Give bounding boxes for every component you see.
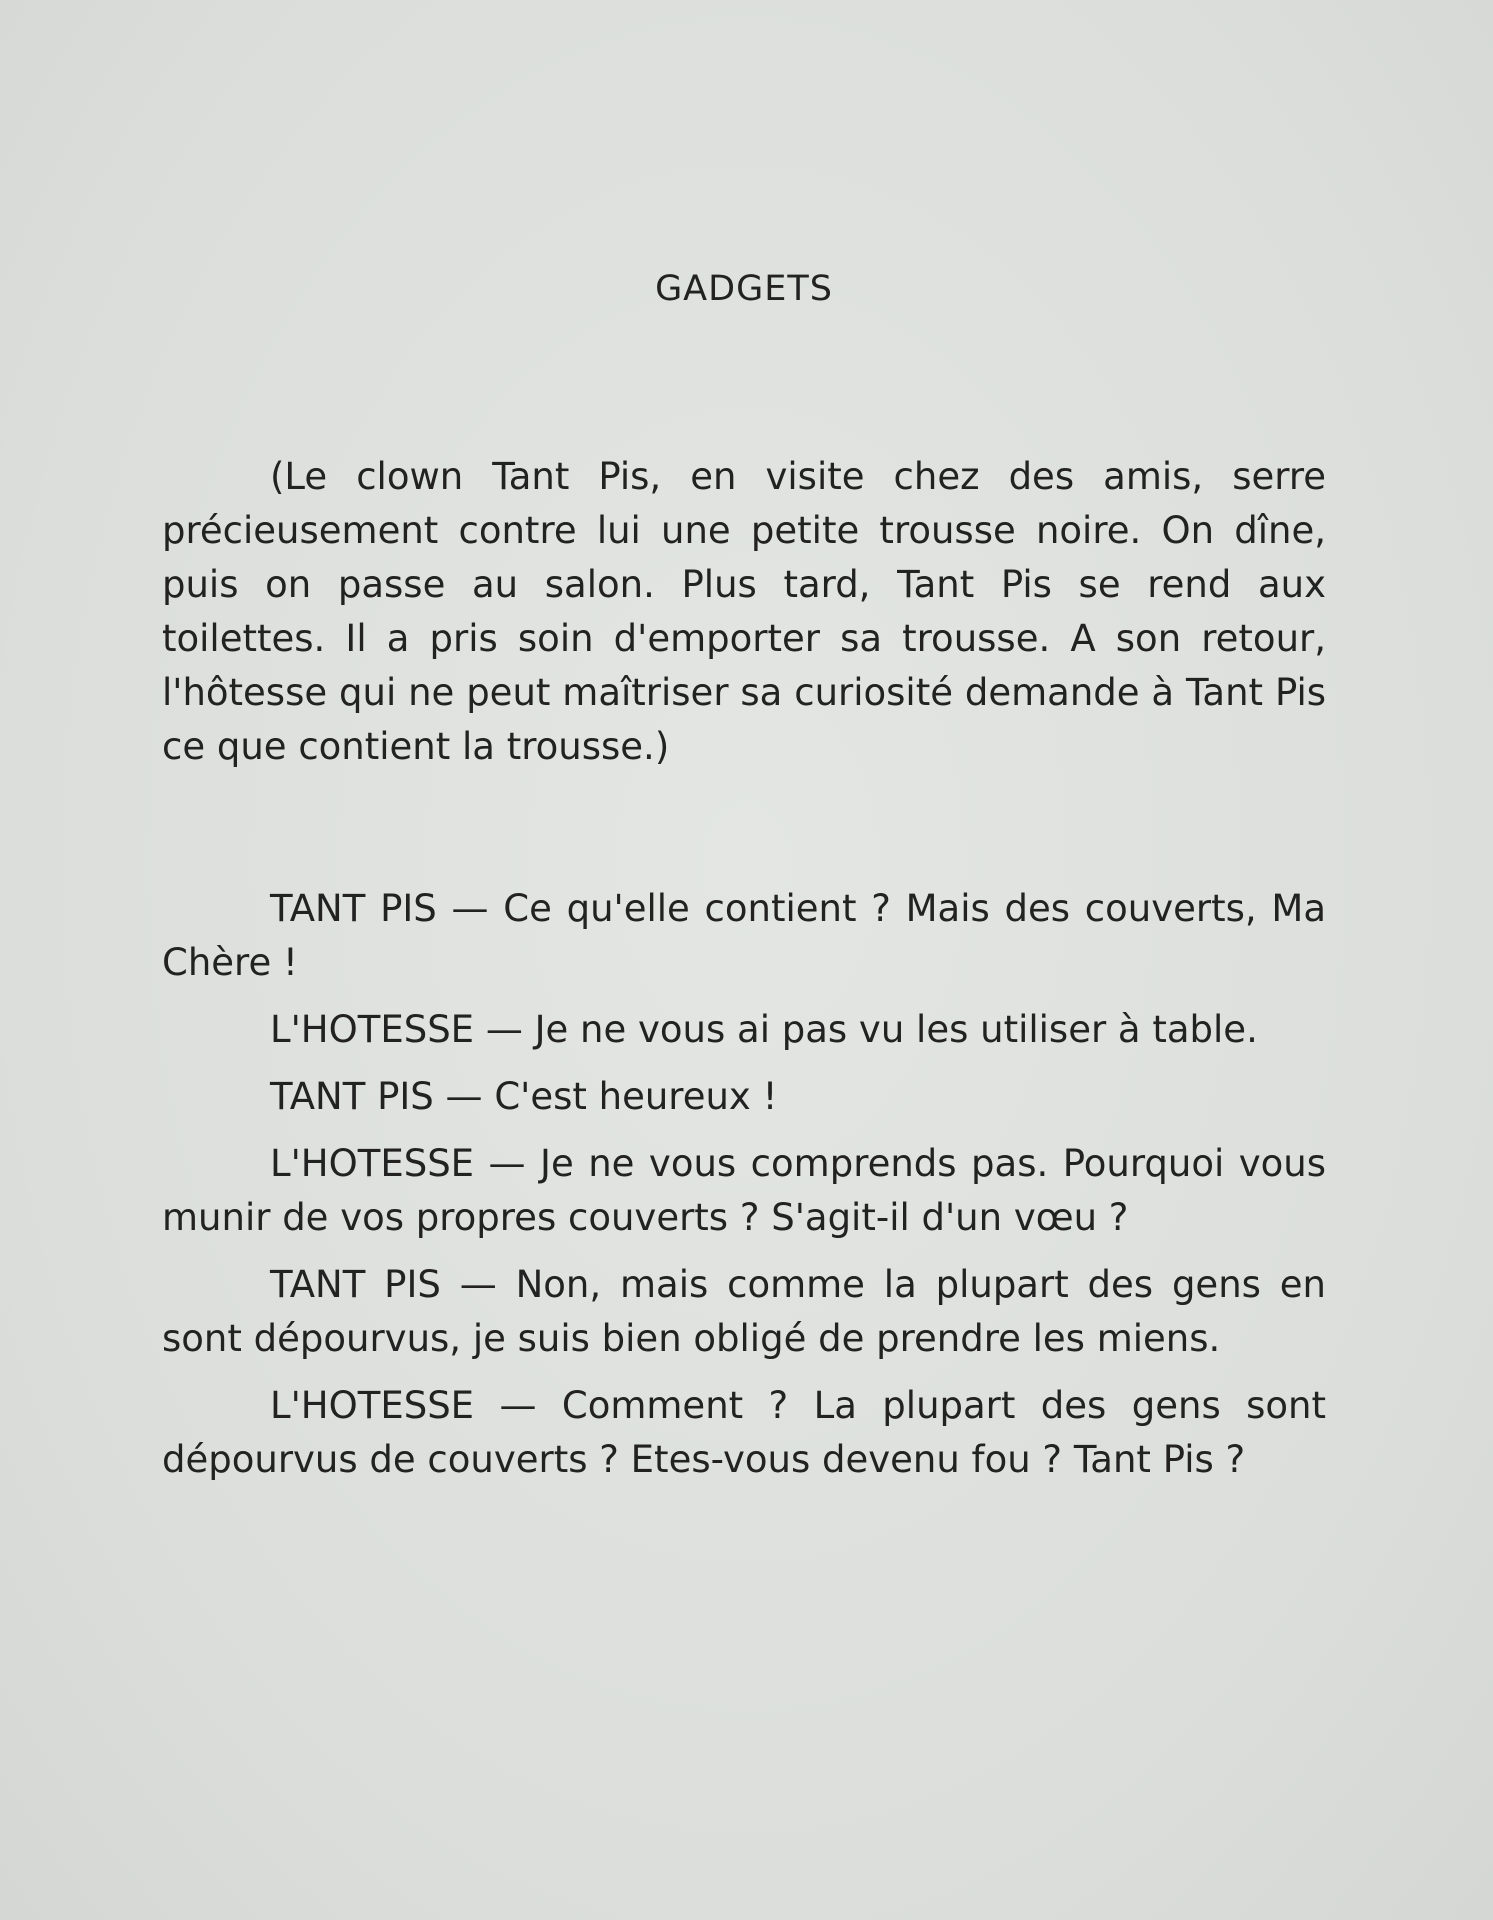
dialogue-line: L'HOTESSE — Comment ? La plupart des gens sont dépourvus de couverts ? Etes-vous devenu fou ? Tant Pis ? (162, 1384, 1326, 1481)
stage-direction: (Le clown Tant Pis, en visite chez des amis, serre précieusement contre lui une petite trousse noire. On dîne, puis on passe au salon. Plus tard, Tant Pis se rend aux toilettes. Il a pris soin d'emporter sa trousse. A son retour, l'hôtesse qui ne peut maîtriser sa curiosité demande à Tant Pis ce que contient la trousse.) (162, 455, 1326, 768)
page-title: GADGETS (655, 269, 833, 309)
dialogue (162, 882, 1326, 1500)
dialogue-line: L'HOTESSE — Je ne vous comprends pas. Pourquoi vous munir de vos propres couverts ? S'agit-il d'un vœu ? (162, 1142, 1326, 1239)
dialogue-line: TANT PIS — Ce qu'elle contient ? Mais des couverts, Ma Chère ! (162, 887, 1326, 984)
dialogue-line: TANT PIS — C'est heureux ! (270, 1075, 778, 1118)
dialogue-line: TANT PIS — Non, mais comme la plupart des gens en sont dépourvus, je suis bien obligé de prendre les miens. (162, 1263, 1326, 1360)
dialogue-line: L'HOTESSE — Je ne vous ai pas vu les utiliser à table. (270, 1008, 1258, 1051)
